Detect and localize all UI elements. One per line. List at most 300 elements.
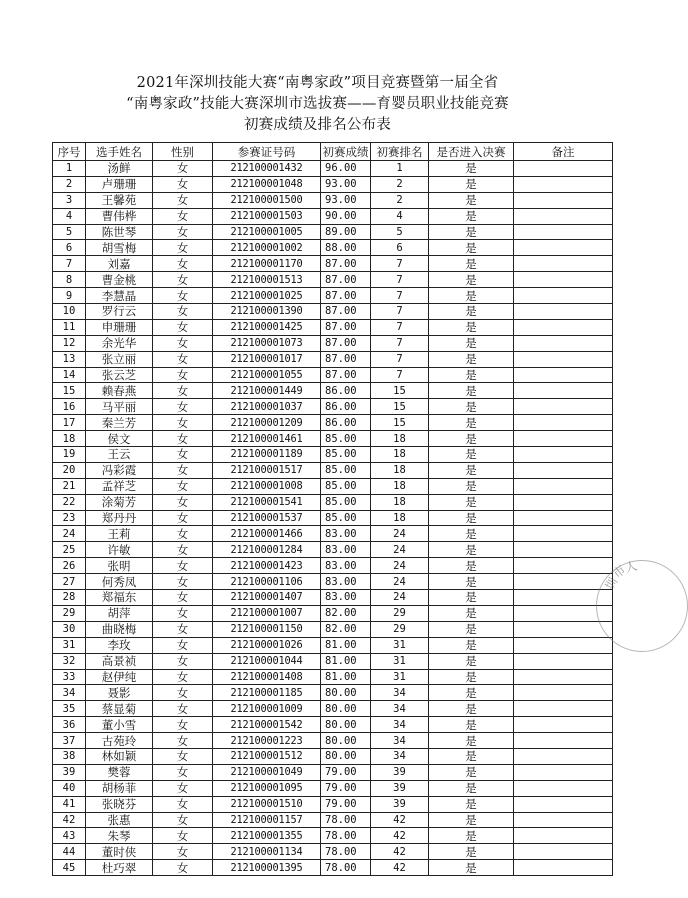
cell-index: 11 [53, 319, 86, 335]
table-row [53, 844, 613, 860]
table-row [53, 431, 613, 447]
col-header-score: 初赛成绩 [322, 144, 369, 159]
cell-gender: 女 [153, 431, 213, 447]
cell-id: 212100001007 [213, 605, 321, 621]
table-row [53, 447, 613, 463]
cell-name: 涂菊芳 [86, 494, 153, 510]
cell-name: 朱琴 [86, 828, 153, 844]
cell-id: 212100001510 [213, 796, 321, 812]
cell-gender: 女 [153, 764, 213, 780]
cell-name: 郑福东 [86, 590, 153, 606]
document-title-line-2: “南粤家政”技能大赛深圳市选拔赛——育婴员职业技能竞赛 [126, 96, 509, 112]
cell-final: 是 [429, 383, 514, 399]
cell-final: 是 [429, 478, 514, 494]
cell-rank: 7 [371, 288, 429, 304]
table-row [53, 590, 613, 606]
col-header-name: 选手姓名 [86, 143, 153, 161]
cell-remarks [514, 828, 613, 844]
cell-remarks [514, 717, 613, 733]
cell-rank: 18 [371, 462, 429, 478]
cell-id: 212100001500 [213, 192, 321, 208]
cell-gender: 女 [153, 526, 213, 542]
cell-score: 85.00 [321, 478, 371, 494]
cell-index: 9 [53, 288, 86, 304]
table-row [53, 272, 613, 288]
cell-id: 212100001461 [213, 431, 321, 447]
cell-remarks [514, 272, 613, 288]
table-row [53, 860, 613, 876]
cell-final: 是 [429, 494, 514, 510]
cell-index: 31 [53, 637, 86, 653]
cell-remarks [514, 240, 613, 256]
table-row [53, 748, 613, 764]
cell-index: 14 [53, 367, 86, 383]
table-row [53, 288, 613, 304]
cell-id: 212100001223 [213, 733, 321, 749]
cell-gender: 女 [153, 812, 213, 828]
cell-remarks [514, 844, 613, 860]
cell-name: 杜巧翠 [86, 860, 153, 876]
cell-final: 是 [429, 224, 514, 240]
cell-rank: 34 [371, 717, 429, 733]
cell-name: 罗行云 [86, 304, 153, 320]
cell-score: 80.00 [321, 717, 371, 733]
cell-final: 是 [429, 828, 514, 844]
table-row [53, 256, 613, 272]
cell-name: 刘嘉 [86, 256, 153, 272]
cell-final: 是 [429, 542, 514, 558]
cell-remarks [514, 224, 613, 240]
cell-index: 25 [53, 542, 86, 558]
cell-score: 85.00 [321, 447, 371, 463]
cell-index: 44 [53, 844, 86, 860]
table-row [53, 796, 613, 812]
cell-id: 212100001009 [213, 701, 321, 717]
cell-name: 赵伊纯 [86, 669, 153, 685]
cell-name: 古苑玲 [86, 733, 153, 749]
cell-id: 212100001537 [213, 510, 321, 526]
cell-gender: 女 [153, 669, 213, 685]
cell-score: 80.00 [321, 701, 371, 717]
cell-final: 是 [429, 240, 514, 256]
cell-name: 董时侠 [86, 844, 153, 860]
table-row [53, 383, 613, 399]
cell-gender: 女 [153, 717, 213, 733]
table-row [53, 701, 613, 717]
cell-score: 93.00 [321, 176, 371, 192]
cell-index: 45 [53, 860, 86, 876]
cell-gender: 女 [153, 161, 213, 177]
cell-final: 是 [429, 860, 514, 876]
cell-rank: 7 [371, 335, 429, 351]
cell-index: 30 [53, 621, 86, 637]
cell-final: 是 [429, 192, 514, 208]
cell-id: 212100001017 [213, 351, 321, 367]
cell-index: 34 [53, 685, 86, 701]
cell-name: 赖春燕 [86, 383, 153, 399]
table-row [53, 240, 613, 256]
table-row [53, 319, 613, 335]
cell-id: 212100001390 [213, 304, 321, 320]
table-body [53, 161, 613, 876]
document-title-line-1: 2021年深圳技能大赛“南粤家政”项目竞赛暨第一届全省 [136, 75, 499, 91]
cell-score: 81.00 [321, 637, 371, 653]
cell-name: 何秀凤 [86, 574, 153, 590]
cell-gender: 女 [153, 272, 213, 288]
cell-final: 是 [429, 447, 514, 463]
cell-score: 83.00 [321, 574, 371, 590]
cell-rank: 6 [371, 240, 429, 256]
cell-score: 78.00 [321, 844, 371, 860]
cell-id: 212100001008 [213, 478, 321, 494]
cell-id: 212100001503 [213, 208, 321, 224]
cell-name: 许敏 [86, 542, 153, 558]
cell-name: 李玫 [86, 637, 153, 653]
cell-index: 21 [53, 478, 86, 494]
cell-final: 是 [429, 351, 514, 367]
table-row [53, 367, 613, 383]
cell-final: 是 [429, 319, 514, 335]
cell-final: 是 [429, 367, 514, 383]
cell-remarks [514, 494, 613, 510]
cell-score: 87.00 [321, 351, 371, 367]
table-row [53, 176, 613, 192]
cell-gender: 女 [153, 383, 213, 399]
cell-rank: 42 [371, 844, 429, 860]
cell-index: 4 [53, 208, 86, 224]
cell-index: 8 [53, 272, 86, 288]
cell-index: 7 [53, 256, 86, 272]
cell-gender: 女 [153, 685, 213, 701]
cell-final: 是 [429, 208, 514, 224]
cell-name: 卢珊珊 [86, 176, 153, 192]
cell-name: 胡雪梅 [86, 240, 153, 256]
cell-remarks [514, 367, 613, 383]
cell-score: 88.00 [321, 240, 371, 256]
cell-gender: 女 [153, 780, 213, 796]
cell-rank: 24 [371, 590, 429, 606]
cell-index: 27 [53, 574, 86, 590]
cell-name: 陈世琴 [86, 224, 153, 240]
cell-rank: 7 [371, 304, 429, 320]
cell-remarks [514, 860, 613, 876]
cell-id: 212100001355 [213, 828, 321, 844]
cell-score: 79.00 [321, 796, 371, 812]
cell-remarks [514, 431, 613, 447]
cell-score: 85.00 [321, 431, 371, 447]
cell-remarks [514, 335, 613, 351]
cell-index: 10 [53, 304, 86, 320]
cell-index: 22 [53, 494, 86, 510]
cell-gender: 女 [153, 351, 213, 367]
cell-gender: 女 [153, 367, 213, 383]
cell-index: 2 [53, 176, 86, 192]
cell-score: 78.00 [321, 812, 371, 828]
table-row [53, 542, 613, 558]
cell-id: 212100001049 [213, 764, 321, 780]
cell-remarks [514, 653, 613, 669]
cell-name: 王莉 [86, 526, 153, 542]
cell-id: 212100001073 [213, 335, 321, 351]
cell-index: 15 [53, 383, 86, 399]
cell-gender: 女 [153, 621, 213, 637]
cell-remarks [514, 812, 613, 828]
cell-name: 胡萍 [86, 605, 153, 621]
cell-index: 20 [53, 462, 86, 478]
cell-final: 是 [429, 161, 514, 177]
cell-name: 王云 [86, 447, 153, 463]
cell-score: 80.00 [321, 748, 371, 764]
cell-gender: 女 [153, 558, 213, 574]
cell-rank: 7 [371, 272, 429, 288]
cell-final: 是 [429, 701, 514, 717]
col-header-gender: 性别 [153, 143, 213, 161]
col-header-rank: 初赛排名 [371, 143, 429, 161]
cell-gender: 女 [153, 288, 213, 304]
table-row [53, 335, 613, 351]
cell-score: 80.00 [321, 733, 371, 749]
table-row [53, 653, 613, 669]
cell-final: 是 [429, 510, 514, 526]
cell-final: 是 [429, 431, 514, 447]
cell-rank: 7 [371, 351, 429, 367]
cell-gender: 女 [153, 192, 213, 208]
cell-gender: 女 [153, 208, 213, 224]
cell-score: 87.00 [321, 288, 371, 304]
cell-rank: 24 [371, 526, 429, 542]
table-row [53, 828, 613, 844]
cell-gender: 女 [153, 478, 213, 494]
cell-index: 37 [53, 733, 86, 749]
cell-remarks [514, 399, 613, 415]
cell-rank: 18 [371, 478, 429, 494]
cell-index: 36 [53, 717, 86, 733]
cell-rank: 7 [371, 367, 429, 383]
cell-id: 212100001408 [213, 669, 321, 685]
cell-remarks [514, 288, 613, 304]
cell-id: 212100001095 [213, 780, 321, 796]
cell-remarks [514, 733, 613, 749]
cell-remarks [514, 192, 613, 208]
cell-id: 212100001425 [213, 319, 321, 335]
cell-final: 是 [429, 685, 514, 701]
cell-remarks [514, 621, 613, 637]
cell-gender: 女 [153, 224, 213, 240]
results-table [52, 142, 613, 876]
cell-score: 87.00 [321, 335, 371, 351]
cell-name: 秦兰芳 [86, 415, 153, 431]
cell-rank: 7 [371, 256, 429, 272]
table-row [53, 717, 613, 733]
cell-gender: 女 [153, 176, 213, 192]
cell-rank: 34 [371, 733, 429, 749]
cell-rank: 7 [371, 319, 429, 335]
table-header-row [53, 143, 613, 161]
cell-rank: 34 [371, 748, 429, 764]
cell-gender: 女 [153, 860, 213, 876]
official-seal: 圳 市 人 [596, 560, 688, 652]
cell-gender: 女 [153, 415, 213, 431]
cell-rank: 29 [371, 621, 429, 637]
cell-final: 是 [429, 272, 514, 288]
cell-name: 张立丽 [86, 351, 153, 367]
cell-index: 23 [53, 510, 86, 526]
cell-rank: 34 [371, 685, 429, 701]
cell-remarks [514, 558, 613, 574]
cell-gender: 女 [153, 240, 213, 256]
cell-final: 是 [429, 176, 514, 192]
cell-name: 曹金桃 [86, 272, 153, 288]
cell-name: 林如颖 [86, 748, 153, 764]
table-row [53, 478, 613, 494]
cell-rank: 1 [371, 161, 429, 177]
cell-gender: 女 [153, 590, 213, 606]
table-row [53, 669, 613, 685]
table-row [53, 812, 613, 828]
cell-rank: 5 [371, 224, 429, 240]
cell-id: 212100001512 [213, 748, 321, 764]
cell-final: 是 [429, 637, 514, 653]
cell-name: 胡杨菲 [86, 780, 153, 796]
cell-gender: 女 [153, 748, 213, 764]
cell-rank: 15 [371, 383, 429, 399]
cell-index: 29 [53, 605, 86, 621]
cell-gender: 女 [153, 605, 213, 621]
cell-score: 83.00 [321, 526, 371, 542]
cell-rank: 2 [371, 176, 429, 192]
cell-score: 81.00 [321, 653, 371, 669]
cell-id: 212100001209 [213, 415, 321, 431]
table-row [53, 526, 613, 542]
cell-score: 81.00 [321, 669, 371, 685]
cell-rank: 2 [371, 192, 429, 208]
cell-name: 汤鲜 [86, 161, 153, 177]
cell-id: 212100001541 [213, 494, 321, 510]
cell-index: 42 [53, 812, 86, 828]
cell-name: 郑丹丹 [86, 510, 153, 526]
cell-score: 87.00 [321, 272, 371, 288]
cell-rank: 15 [371, 415, 429, 431]
cell-remarks [514, 526, 613, 542]
cell-rank: 31 [371, 669, 429, 685]
cell-final: 是 [429, 733, 514, 749]
col-header-id: 参赛证号码 [213, 143, 321, 161]
cell-remarks [514, 780, 613, 796]
cell-id: 212100001002 [213, 240, 321, 256]
cell-gender: 女 [153, 844, 213, 860]
cell-score: 89.00 [321, 224, 371, 240]
cell-final: 是 [429, 669, 514, 685]
cell-rank: 39 [371, 780, 429, 796]
cell-id: 212100001150 [213, 621, 321, 637]
cell-id: 212100001055 [213, 367, 321, 383]
cell-remarks [514, 304, 613, 320]
cell-score: 79.00 [321, 764, 371, 780]
cell-name: 马平丽 [86, 399, 153, 415]
cell-final: 是 [429, 812, 514, 828]
table-row [53, 780, 613, 796]
cell-id: 212100001134 [213, 844, 321, 860]
table-row [53, 764, 613, 780]
cell-name: 王馨苑 [86, 192, 153, 208]
cell-remarks [514, 351, 613, 367]
cell-index: 39 [53, 764, 86, 780]
table-row [53, 685, 613, 701]
cell-score: 83.00 [321, 590, 371, 606]
cell-gender: 女 [153, 574, 213, 590]
cell-name: 张惠 [86, 812, 153, 828]
cell-final: 是 [429, 653, 514, 669]
cell-rank: 29 [371, 605, 429, 621]
cell-id: 212100001037 [213, 399, 321, 415]
cell-id: 212100001185 [213, 685, 321, 701]
cell-index: 38 [53, 748, 86, 764]
cell-rank: 42 [371, 812, 429, 828]
cell-id: 212100001395 [213, 860, 321, 876]
cell-remarks [514, 478, 613, 494]
cell-id: 212100001106 [213, 574, 321, 590]
cell-name: 曲晓梅 [86, 621, 153, 637]
cell-score: 83.00 [321, 542, 371, 558]
cell-rank: 18 [371, 510, 429, 526]
cell-index: 26 [53, 558, 86, 574]
cell-index: 12 [53, 335, 86, 351]
cell-id: 212100001284 [213, 542, 321, 558]
cell-id: 212100001449 [213, 383, 321, 399]
cell-id: 212100001407 [213, 590, 321, 606]
cell-remarks [514, 319, 613, 335]
cell-score: 93.00 [321, 192, 371, 208]
cell-name: 张明 [86, 558, 153, 574]
cell-final: 是 [429, 590, 514, 606]
cell-remarks [514, 542, 613, 558]
cell-remarks [514, 462, 613, 478]
col-header-remarks: 备注 [514, 143, 613, 161]
cell-remarks [514, 748, 613, 764]
cell-gender: 女 [153, 304, 213, 320]
cell-rank: 31 [371, 637, 429, 653]
cell-index: 3 [53, 192, 86, 208]
cell-score: 87.00 [321, 256, 371, 272]
cell-remarks [514, 574, 613, 590]
table-row [53, 462, 613, 478]
cell-final: 是 [429, 399, 514, 415]
cell-score: 96.00 [321, 161, 371, 177]
cell-gender: 女 [153, 399, 213, 415]
cell-remarks [514, 685, 613, 701]
cell-score: 90.00 [321, 208, 371, 224]
cell-score: 85.00 [321, 510, 371, 526]
cell-score: 82.00 [321, 621, 371, 637]
cell-final: 是 [429, 605, 514, 621]
cell-rank: 15 [371, 399, 429, 415]
cell-name: 冯彩霞 [86, 462, 153, 478]
cell-id: 212100001517 [213, 462, 321, 478]
cell-score: 82.00 [321, 605, 371, 621]
cell-name: 聂影 [86, 685, 153, 701]
cell-name: 侯文 [86, 431, 153, 447]
cell-final: 是 [429, 558, 514, 574]
cell-rank: 31 [371, 653, 429, 669]
cell-rank: 18 [371, 447, 429, 463]
cell-gender: 女 [153, 701, 213, 717]
cell-gender: 女 [153, 637, 213, 653]
cell-index: 1 [53, 161, 86, 177]
cell-index: 13 [53, 351, 86, 367]
cell-index: 35 [53, 701, 86, 717]
cell-id: 212100001513 [213, 272, 321, 288]
table-row [53, 208, 613, 224]
